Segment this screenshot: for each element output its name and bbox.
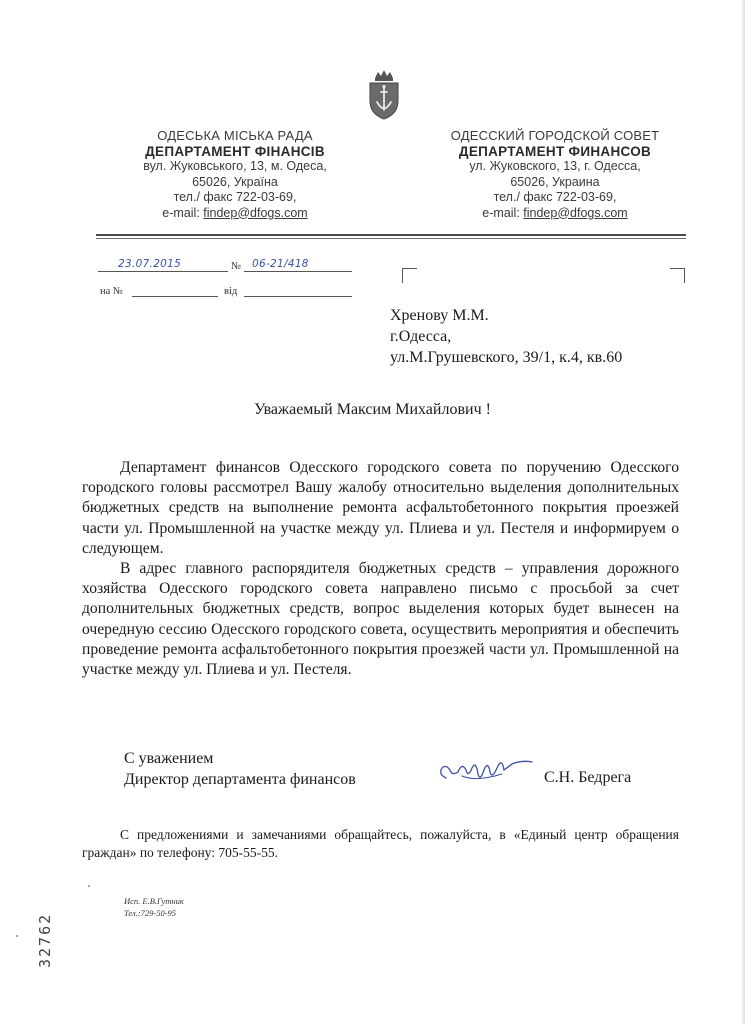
email-line bbox=[105, 206, 365, 222]
reference-line bbox=[132, 296, 218, 297]
reference-label: на № bbox=[100, 286, 123, 297]
from-label: від bbox=[224, 286, 238, 297]
council-name: ОДЕССКИЙ ГОРОДСКОЙ СОВЕТ bbox=[450, 128, 660, 143]
council-name: ОДЕСЬКА МІСЬКА РАДА bbox=[157, 128, 313, 143]
department-name: ДЕПАРТАМЕНТ ФИНАНСОВ bbox=[458, 143, 652, 159]
outgoing-number: 06-21/418 bbox=[252, 258, 309, 270]
email-line bbox=[425, 206, 685, 222]
addressee-name: Хренову М.М. bbox=[390, 307, 489, 324]
department-name: ДЕПАРТАМЕНТ ФІНАНСІВ bbox=[145, 143, 325, 159]
executor-name: Исп. Е.В.Гутник bbox=[124, 896, 184, 906]
incoming-stamp-number bbox=[32, 888, 54, 968]
executor-block bbox=[124, 895, 184, 919]
header-divider bbox=[96, 234, 686, 236]
date-line bbox=[98, 271, 228, 272]
address-line: вул. Жуковського, 13, м. Одеса, bbox=[143, 159, 327, 173]
addressee-city: г.Одесса, bbox=[390, 328, 452, 345]
email-label: e-mail: bbox=[482, 205, 524, 220]
number-line bbox=[244, 271, 352, 272]
address-corner-mark bbox=[670, 268, 685, 283]
phone-line: тел./ факс 722-03-69, bbox=[173, 190, 297, 204]
stamp-number-text: 32762 bbox=[36, 912, 54, 968]
number-label: № bbox=[231, 261, 242, 272]
email-label: e-mail: bbox=[162, 205, 204, 220]
executor-phone: Тел.:729-50-95 bbox=[124, 908, 177, 918]
addressee-street: ул.М.Грушевского, 39/1, к.4, кв.60 bbox=[390, 349, 623, 366]
letterhead-ukrainian bbox=[105, 128, 365, 221]
postal-line: 65026, Украина bbox=[510, 174, 600, 189]
email-link[interactable]: findep@dfogs.com bbox=[203, 205, 308, 220]
regards-line: С уважением bbox=[124, 750, 214, 767]
address-line: ул. Жуковского, 13, г. Одесса, bbox=[469, 159, 641, 173]
scan-speck bbox=[16, 935, 18, 937]
letter-body bbox=[82, 458, 679, 680]
from-line bbox=[244, 296, 352, 297]
odesa-coat-of-arms-icon bbox=[367, 68, 401, 120]
body-paragraph: В адрес главного распорядителя бюджетных средств – управления дорожного хозяйства Одесского городского совета направлено письмо с просьбой за счет дополнительных бюджетных средств, вопрос выделения которых будет вынесен на очередную сессию Одесского городского совета, осуществить мероприятия и обеспечить проведение ремонта асфальтобетонного покрытия проезжей части ул. Промышленной на участке между ул. Плиева и ул. Пестеля. bbox=[82, 560, 679, 679]
header-divider-thin bbox=[96, 238, 686, 239]
scan-speck bbox=[88, 885, 90, 887]
handwritten-signature bbox=[432, 752, 542, 792]
addressee-block bbox=[390, 305, 622, 368]
salutation: Уважаемый Максим Михайлович ! bbox=[254, 401, 491, 418]
contact-note-text: С предложениями и замечаниями обращайтесь, пожалуйста, в «Единый центр обращения граждан» по телефону: 705-55-55. bbox=[82, 827, 679, 860]
contact-note bbox=[82, 826, 679, 862]
signer-title: Директор департамента финансов bbox=[124, 771, 356, 788]
signer-name: С.Н. Бедрега bbox=[544, 769, 632, 786]
phone-line: тел./ факс 722-03-69, bbox=[493, 190, 617, 204]
email-link[interactable]: findep@dfogs.com bbox=[523, 205, 628, 220]
postal-line: 65026, Україна bbox=[192, 174, 278, 189]
letterhead-russian bbox=[425, 128, 685, 221]
body-paragraph: Департамент финансов Одесского городского совета по поручению Одесского городского головы рассмотрел Вашу жалобу относительно выделения дополнительных бюджетных средств на выполнение ремонта асфальтобетонного покрытия проезжей части ул. Промышленной на участке между ул. Плиева и ул. Пестеля и информируем о следующем. bbox=[82, 459, 679, 557]
address-corner-mark bbox=[402, 268, 417, 283]
closing-block bbox=[124, 748, 356, 790]
outgoing-date: 23.07.2015 bbox=[118, 258, 182, 270]
